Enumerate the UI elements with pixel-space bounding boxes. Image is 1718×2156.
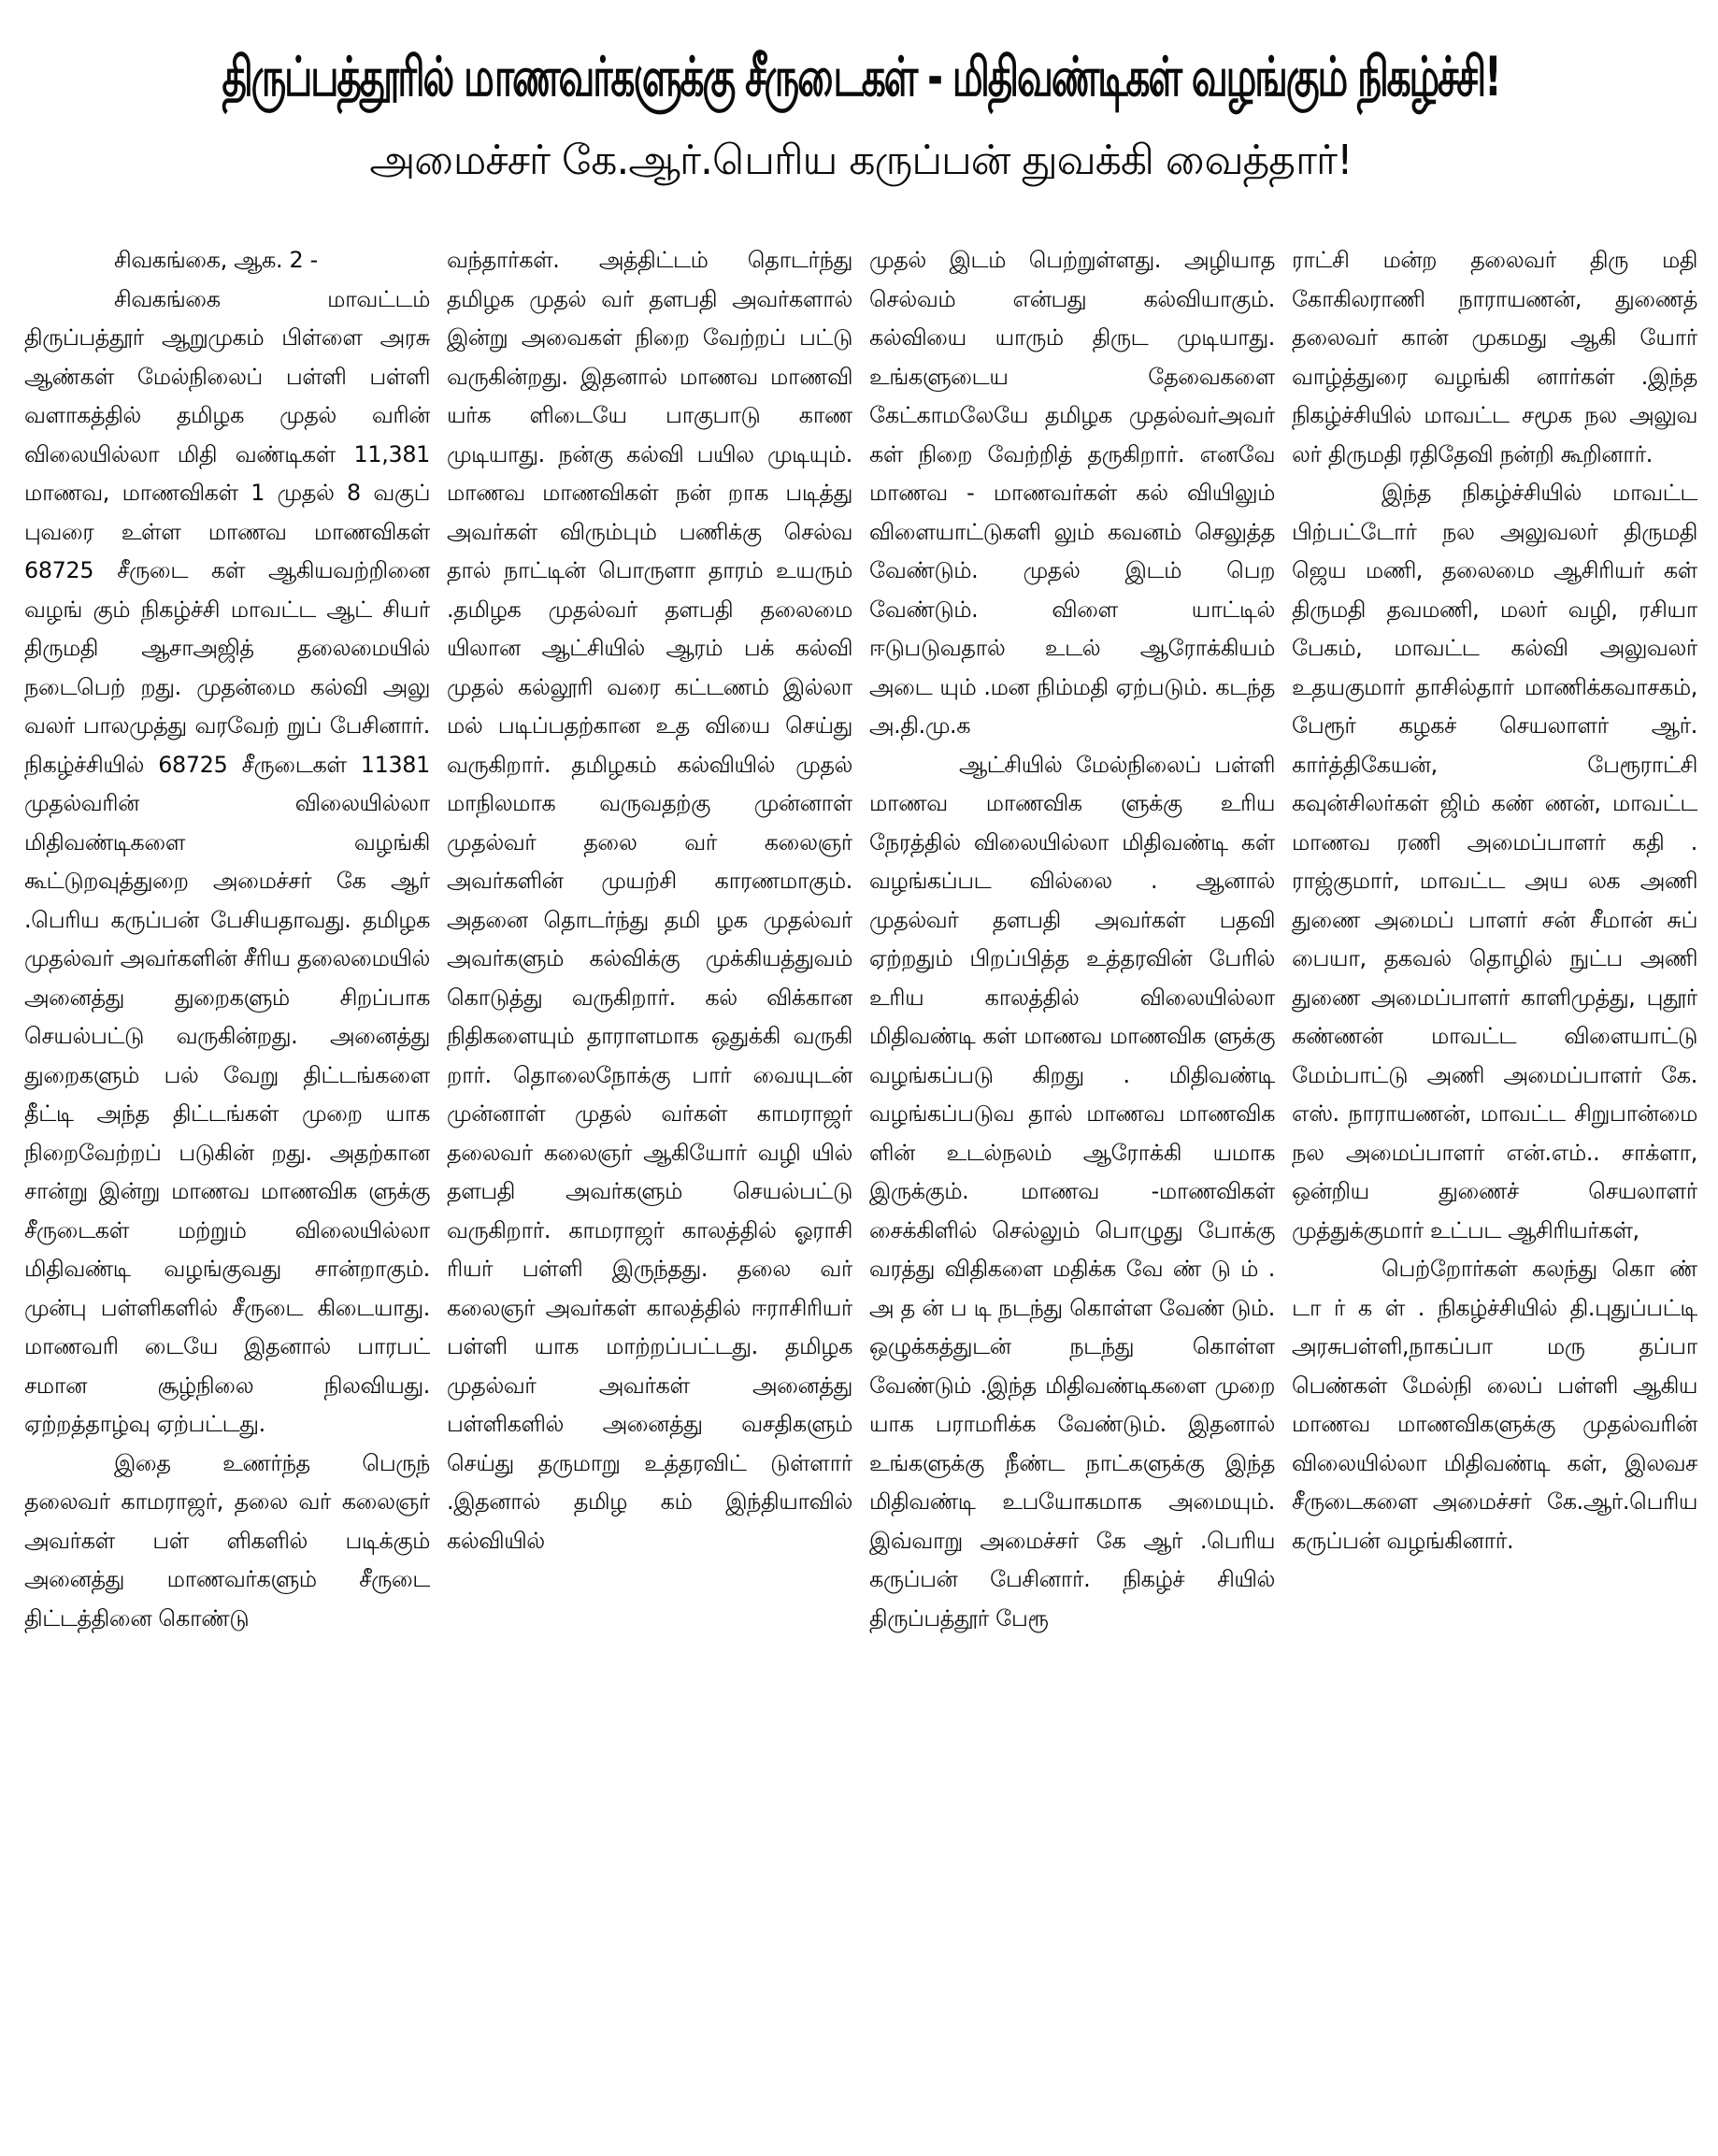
- article-body: [24, 241, 1697, 2156]
- paragraph: ராட்சி மன்ற தலைவர் திரு மதி கோகிலராணி நாராயணன், துணைத் தலைவர் கான் முகமது ஆகி யோர் வாழ்த்துரை வழங்கி னார்கள் .இந்த நிகழ்ச்சியில் மாவட்ட சமூக நல அலுவ லர் திருமதி ரதிதேவி நன்றி கூறினார்.: [1292, 247, 1697, 467]
- paragraph: ஆட்சியில் மேல்நிலைப் பள்ளி மாணவ மாணவிக ளுக்கு உரிய நேரத்தில் விலையில்லா மிதிவண்டி கள் வழங்கப்பட வில்லை . ஆனால் முதல்வர் தளபதி அவர்கள் பதவி ஏற்றதும் பிறப்பித்த உத்தரவின் பேரில் உரிய காலத்தில் விலையில்லா மிதிவண்டி கள் மாணவ மாணவிக ளுக்கு வழங்கப்படு கிறது . மிதிவண்டி வழங்கப்படுவ தால் மாணவ மாணவிக ளின் உடல்நலம் ஆரோக்கி யமாக இருக்கும். மாணவ -மாணவிகள் சைக்கிளில் செல்லும் பொழுது போக்கு வரத்து விதிகளை மதிக்க வே ண் டு ம் . அ த ன் ப டி நடந்து கொள்ள வேண் டும். ஒழுக்கத்துடன் நடந்து கொள்ள வேண்டும் .இந்த மிதிவண்டிகளை முறை யாக பராமரிக்க வேண்டும். இதனால் உங்களுக்கு நீண்ட நாட்களுக்கு இந்த மிதிவண்டி உபயோகமாக அமையும். இவ்வாறு அமைச்சர் கே ஆர் .பெரிய கருப்பன் பேசினார். நிகழ்ச் சியில் திருப்பத்தூர் பேரூ: [869, 751, 1275, 1631]
- paragraph: பெற்றோர்கள் கலந்து கொ ண் டா ர் க ள் . நிகழ்ச்சியில் தி.புதுப்பட்டி அரசுபள்ளி,நாகப்பா மரு தப்பா பெண்கள் மேல்நி லைப் பள்ளி ஆகிய மாணவ மாணவிகளுக்கு முதல்வரின் விலையில்லா மிதிவண்டி கள், இலவச சீருடைகளை அமைச்சர் கே.ஆர்.பெரிய கருப்பன் வழங்கினார்.: [1292, 1256, 1697, 1554]
- paragraph: வந்தார்கள். அத்திட்டம் தொடர்ந்து தமிழக முதல் வர் தளபதி அவர்களால் இன்று அவைகள் நிறை வேற்றப் பட்டு வருகின்றது. இதனால் மாணவ மாணவி யர்க ளிடையே பாகுபாடு காண முடியாது. நன்கு கல்வி பயில முடியும். மாணவ மாணவிகள் நன் றாக படித்து அவர்கள் விரும்பும் பணிக்கு செல்வ தால் நாட்டின் பொருளா தாரம் உயரும் .தமிழக முதல்வர் தளபதி தலைமை யிலான ஆட்சியில் ஆரம் பக் கல்வி முதல் கல்லூரி வரை கட்டணம் இல்லா மல் படிப்பதற்கான உத வியை செய்து வருகிறார். தமிழகம் கல்வியில் முதல் மாநிலமாக வருவதற்கு முன்னாள் முதல்வர் தலை வர் கலைஞர் அவர்களின் முயற்சி காரணமாகும். அதனை தொடர்ந்து தமி ழக முதல்வர் அவர்களும் கல்விக்கு முக்கியத்துவம் கொடுத்து வருகிறார். கல் விக்கான நிதிகளையும் தாராளமாக ஒதுக்கி வருகி றார். தொலைநோக்கு பார் வையுடன் முன்னாள் முதல் வர்கள் காமராஜர் தலைவர் கலைஞர் ஆகியோர் வழி யில் தளபதி அவர்களும் செயல்பட்டு வருகிறார். காமராஜர் காலத்தில் ஓராசி ரியர் பள்ளி இருந்தது. தலை வர் கலைஞர் அவர்கள் காலத்தில் ஈராசிரியர் பள்ளி யாக மாற்றப்பட்டது. தமிழக முதல்வர் அவர்கள் அனைத்து பள்ளிகளில் அனைத்து வசதிகளும் செய்து தருமாறு உத்தரவிட் டுள்ளார் .இதனால் தமிழ கம் இந்தியாவில் கல்வியில்: [447, 247, 852, 1554]
- article-column-2: [447, 241, 852, 2156]
- paragraph: இந்த நிகழ்ச்சியில் மாவட்ட பிற்பட்டோர் நல அலுவலர் திருமதி ஜெய மணி, தலைமை ஆசிரியர் கள் திருமதி தவமணி, மலர் வழி, ரசியா பேகம், மாவட்ட கல்வி அலுவலர் உதயகுமார் தாசில்தார் மாணிக்கவாசகம், பேரூர் கழகச் செயலாளர் ஆர். கார்த்திகேயன், பேரூராட்சி கவுன்சிலர்கள் ஜிம் கண் ணன், மாவட்ட மாணவ ரணி அமைப்பாளர் கதி . ராஜ்குமார், மாவட்ட அய லக அணி துணை அமைப் பாளர் சன் சீமான் சுப் பையா, தகவல் தொழில் நுட்ப அணி துணை அமைப்பாளர் காளிமுத்து, புதூர் கண்ணன் மாவட்ட விளையாட்டு மேம்பாட்டு அணி அமைப்பாளர் கே. எஸ். நாராயணன், மாவட்ட சிறுபான்மை நல அமைப்பாளர் என்.எம்.. சாக்ளா, ஒன்றிய துணைச் செயலாளர் முத்துக்குமார் உட்பட ஆசிரியர்கள்,: [1292, 480, 1697, 1243]
- paragraph: சிவகங்கை மாவட்டம் திருப்பத்தூர் ஆறுமுகம் பிள்ளை அரசு ஆண்கள் மேல்நிலைப் பள்ளி பள்ளி வளாகத்தில் தமிழக முதல் வரின் விலையில்லா மிதி வண்டிகள் 11,381 மாணவ, மாணவிகள் 1 முதல் 8 வகுப் புவரை உள்ள மாணவ மாணவிகள் 68725 சீருடை கள் ஆகியவற்றினை வழங் கும் நிகழ்ச்சி மாவட்ட ஆட் சியர் திருமதி ஆசாஅஜித் தலைமையில் நடைபெற் றது. முதன்மை கல்வி அலு வலர் பாலமுத்து வரவேற் றுப் பேசினார். நிகழ்ச்சியில் 68725 சீருடைகள் 11381 முதல்வரின் விலையில்லா மிதிவண்டிகளை வழங்கி கூட்டுறவுத்துறை அமைச்சர் கே ஆர் .பெரிய கருப்பன் பேசியதாவது. தமிழக முதல்வர் அவர்களின் சீரிய தலைமையில் அனைத்து துறைகளும் சிறப்பாக செயல்பட்டு வருகின்றது. அனைத்து துறைகளும் பல் வேறு திட்டங்களை தீட்டி அந்த திட்டங்கள் முறை யாக நிறைவேற்றப் படுகின் றது. அதற்கான சான்று இன்று மாணவ மாணவிக ளுக்கு சீருடைகள் மற்றும் விலையில்லா மிதிவண்டி வழங்குவது சான்றாகும். முன்பு பள்ளிகளில் சீருடை கிடையாது. மாணவரி டையே இதனால் பாரபட் சமான சூழ்நிலை நிலவியது. ஏற்றத்தாழ்வு ஏற்பட்டது.: [24, 285, 430, 1437]
- paragraph: இதை உணர்ந்த பெருந் தலைவர் காமராஜர், தலை வர் கலைஞர் அவர்கள் பள் ளிகளில் படிக்கும் அனைத்து மாணவர்களும் சீருடை திட்டத்தினை கொண்டு: [24, 1449, 430, 1631]
- article-column-1: [24, 241, 430, 2156]
- article-column-4: [1292, 241, 1697, 2156]
- headline: திருப்பத்தூரில் மாணவர்களுக்கு சீருடைகள் - மிதிவண்டிகள் வழங்கும் நிகழ்ச்சி!: [222, 45, 1500, 108]
- article-column-3: [869, 241, 1275, 2156]
- dateline: சிவகங்கை, ஆக. 2 -: [114, 247, 318, 273]
- subheadline: அமைச்சர் கே.ஆர்.பெரிய கருப்பன் துவக்கி வைத்தார்!: [369, 137, 1353, 184]
- paragraph: முதல் இடம் பெற்றுள்ளது. அழியாத செல்வம் என்பது கல்வியாகும். கல்வியை யாரும் திருட முடியாது. உங்களுடைய தேவைகளை கேட்காமலேயே தமிழக முதல்வர்அவர் கள் நிறை வேற்றித் தருகிறார். எனவே மாணவ - மாணவர்கள் கல் வியிலும் விளையாட்டுகளி லும் கவனம் செலுத்த வேண்டும். முதல் இடம் பெற வேண்டும். விளை யாட்டில் ஈடுபடுவதால் உடல் ஆரோக்கியம் அடை யும் .மன நிம்மதி ஏற்படும். கடந்த அ.தி.மு.க: [869, 247, 1275, 739]
